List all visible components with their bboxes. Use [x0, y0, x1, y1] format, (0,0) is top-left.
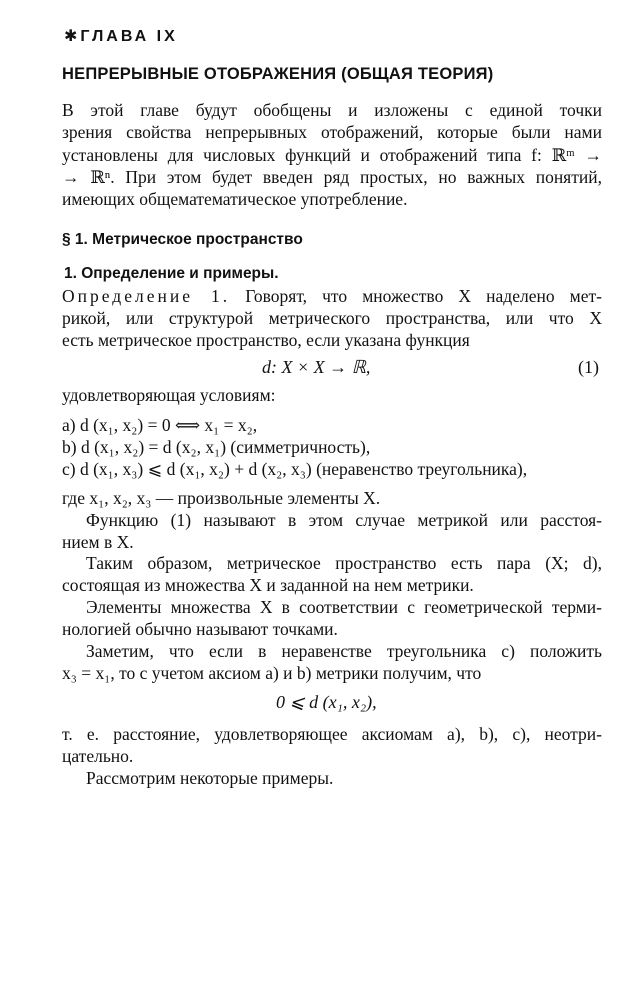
condition-a: a) d (x₁, x₂) = 0 ⟺ x₁ = x₂,	[62, 415, 258, 435]
intro-line-5: имеющих общематематическое употребление.	[62, 189, 408, 209]
definition-line-1	[62, 285, 602, 307]
condition-c: c) d (x₁, x₃) ⩽ d (x₁, x₂) + d (x₂, x₃) (неравенство треугольника),	[62, 459, 528, 479]
formula-number: (1)	[578, 357, 599, 377]
paragraph-line-3: Таким образом, метрическое пространство есть пара (X; d),	[86, 553, 602, 573]
chapter-star-marker: ✱	[64, 28, 81, 45]
paragraph-line-6: нологией обычно называют точками.	[62, 619, 338, 639]
intro-line-4: → ℝⁿ. При этом будет введен ряд простых, но важных понятий,	[62, 167, 602, 187]
metric-formula: d: X × X → ℝ,	[262, 357, 371, 377]
chapter-title: НЕПРЕРЫВНЫЕ ОТОБРАЖЕНИЯ (ОБЩАЯ ТЕОРИЯ)	[62, 65, 494, 83]
paragraph-line-2: нием в X.	[62, 532, 134, 552]
section-heading: § 1. Метрическое пространство	[62, 231, 303, 248]
where-line: где x₁, x₂, x₃ — произвольные элементы X.	[62, 488, 381, 508]
definition-text-1: Говорят, что множество X наделено мет-	[245, 286, 602, 306]
subsection-heading: 1. Определение и примеры.	[64, 265, 279, 282]
paragraph-line-4: состоящая из множества X и заданной на нем метрики.	[62, 575, 474, 595]
intro-line-2: зрения свойства непрерывных отображений, которые были нами	[62, 122, 602, 142]
intro-line-3: установлены для числовых функций и отображений типа f: ℝᵐ →	[62, 145, 602, 165]
closing-line-1: т. е. расстояние, удовлетворяющее аксиомам a), b), c), неотри-	[62, 724, 602, 744]
paragraph-line-5: Элементы множества X в соответствии с геометрической терми-	[86, 597, 602, 617]
nonnegativity-inequality: 0 ⩽ d (x₁, x₂),	[276, 692, 377, 712]
definition-line-2: рикой, или структурой метрического пространства, или что X	[62, 308, 602, 328]
paragraph-line-8: x₃ = x₁, то с учетом аксиом a) и b) метрики получим, что	[62, 663, 482, 683]
closing-line-3: Рассмотрим некоторые примеры.	[86, 768, 334, 788]
closing-line-2: цательно.	[62, 746, 134, 766]
chapter-number: ГЛАВА IX	[80, 28, 178, 45]
condition-b: b) d (x₁, x₂) = d (x₂, x₁) (симметричность),	[62, 437, 371, 457]
definition-line-3: есть метрическое пространство, если указана функция	[62, 330, 470, 350]
definition-word: Определение 1.	[62, 286, 231, 306]
paragraph-line-1: Функцию (1) называют в этом случае метрикой или расстоя-	[86, 510, 602, 530]
conditions-intro: удовлетворяющая условиям:	[62, 385, 276, 405]
chapter-label	[64, 26, 178, 48]
intro-line-1: В этой главе будут обобщены и изложены с единой точки	[62, 100, 602, 120]
paragraph-line-7: Заметим, что если в неравенстве треугольника c) положить	[86, 641, 602, 661]
